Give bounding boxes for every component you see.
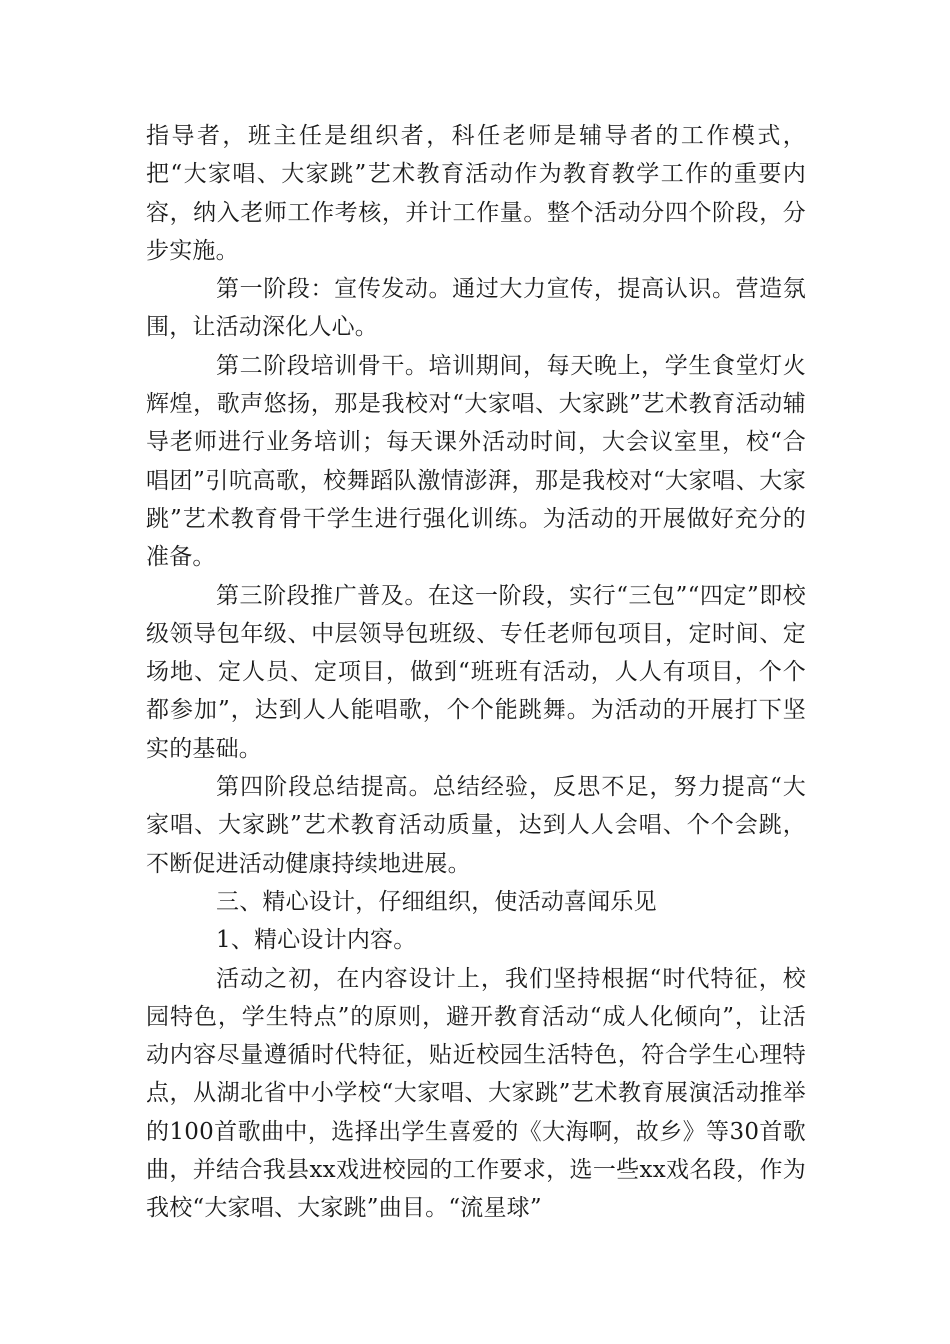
paragraph: 指导者，班主任是组织者，科任老师是辅导者的工作模式，把“大家唱、大家跳”艺术教育活动作为教育教学工作的重要内容，纳入老师工作考核，并计工作量。整个活动分四个阶段，分步实施。 bbox=[146, 123, 806, 264]
subsection-heading: 1、精心设计内容。 bbox=[216, 927, 417, 954]
paragraph: 第二阶段培训骨干。培训期间，每天晚上，学生食堂灯火辉煌，歌声悠扬，那是我校对“大家唱、大家跳”艺术教育活动辅导老师进行业务培训；每天课外活动时间，大会议室里，校“合唱团”引吭高歌，校舞蹈队激情澎湃，那是我校对“大家唱、大家跳”艺术教育骨干学生进行强化训练。为活动的开展做好充分的准备。 bbox=[146, 352, 806, 571]
paragraph: 活动之初，在内容设计上，我们坚持根据“时代特征，校园特色，学生特点”的原则，避开教育活动“成人化倾向”，让活动内容尽量遵循时代特征，贴近校园生活特色，符合学生心理特点，从湖北省中小学校“大家唱、大家跳”艺术教育展演活动推举的100首歌曲中，选择出学生喜爱的《大海啊，故乡》等30首歌曲，并结合我县xx戏进校园的工作要求，选一些xx戏名段，作为我校“大家唱、大家跳”曲目。“流星球” bbox=[146, 965, 806, 1222]
paragraph: 第三阶段推广普及。在这一阶段，实行“三包”“四定”即校级领导包年级、中层领导包班级、专任老师包项目，定时间、定场地、定人员、定项目，做到“班班有活动，人人有项目，个个都参加”，达到人人能唱歌，个个能跳舞。为活动的开展打下坚实的基础。 bbox=[146, 582, 806, 762]
section-heading: 三、精心设计，仔细组织，使活动喜闻乐见 bbox=[216, 888, 657, 915]
paragraph: 第四阶段总结提高。总结经验，反思不足，努力提高“大家唱、大家跳”艺术教育活动质量，达到人人会唱、个个会跳，不断促进活动健康持续地进展。 bbox=[146, 774, 806, 877]
document-page bbox=[146, 117, 806, 1228]
paragraph: 第一阶段：宣传发动。通过大力宣传，提高认识。营造氛围，让活动深化人心。 bbox=[146, 276, 806, 341]
